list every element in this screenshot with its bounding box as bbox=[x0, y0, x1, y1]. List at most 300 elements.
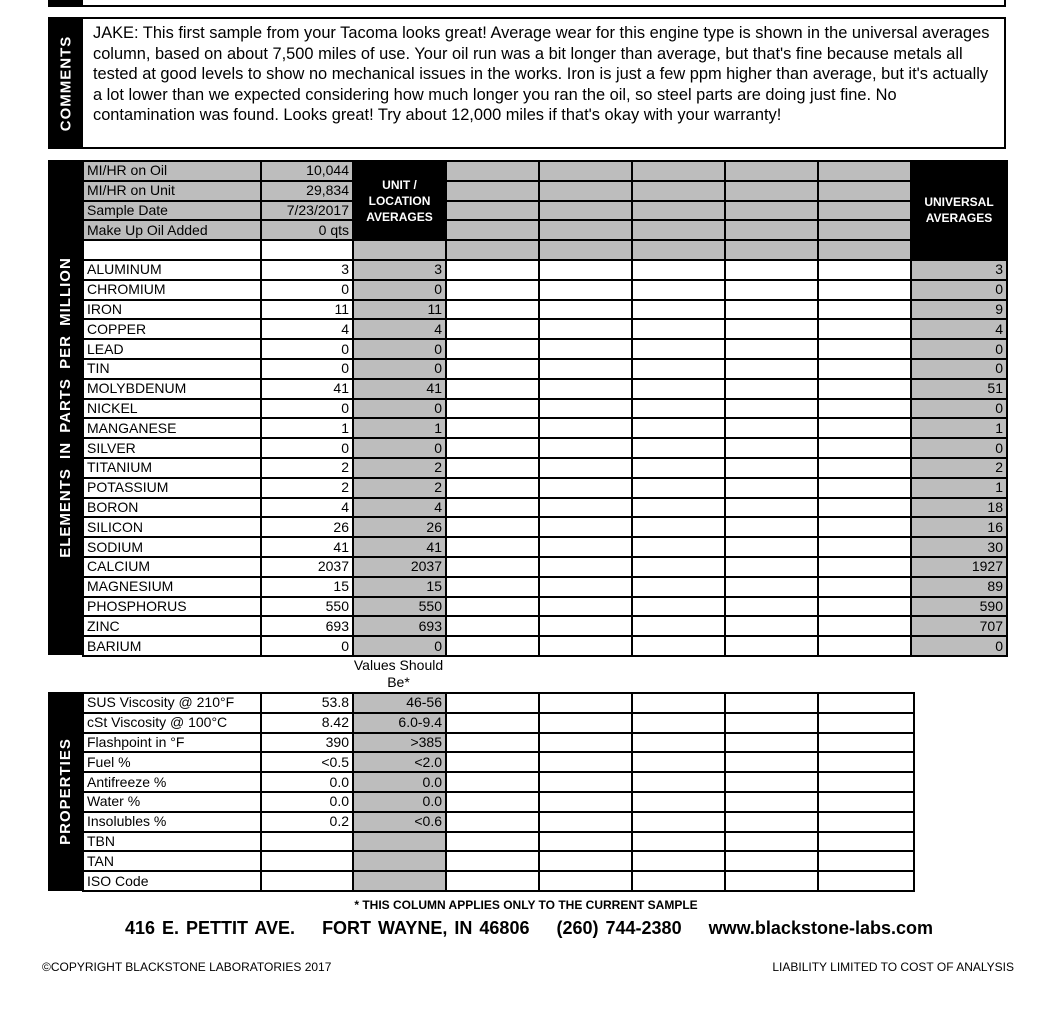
history-cell bbox=[725, 832, 818, 852]
spacer-cell bbox=[83, 240, 261, 260]
history-cell bbox=[632, 260, 725, 280]
property-row bbox=[83, 713, 914, 733]
element-value: 0 bbox=[261, 280, 353, 300]
history-cell bbox=[818, 220, 911, 240]
history-cell bbox=[632, 577, 725, 597]
property-value: 8.42 bbox=[261, 713, 353, 733]
property-value bbox=[261, 851, 353, 871]
element-value: 1 bbox=[261, 418, 353, 438]
element-value: 15 bbox=[261, 577, 353, 597]
spacer-row bbox=[83, 240, 1007, 260]
history-cell bbox=[539, 537, 632, 557]
history-cell bbox=[446, 161, 539, 181]
element-name: SILVER bbox=[83, 438, 261, 458]
history-cell bbox=[539, 339, 632, 359]
history-cell bbox=[818, 339, 911, 359]
history-cell bbox=[539, 220, 632, 240]
universal-average-value: 89 bbox=[911, 577, 1007, 597]
element-value: 4 bbox=[261, 319, 353, 339]
history-cell bbox=[632, 498, 725, 518]
element-row bbox=[83, 537, 1007, 557]
history-cell bbox=[725, 636, 818, 656]
history-cell bbox=[446, 832, 539, 852]
unit-average-value: 0 bbox=[353, 438, 446, 458]
element-value: 0 bbox=[261, 438, 353, 458]
property-row bbox=[83, 693, 914, 713]
universal-average-value: 30 bbox=[911, 537, 1007, 557]
element-row bbox=[83, 636, 1007, 656]
property-name: Fuel % bbox=[83, 752, 261, 772]
history-cell bbox=[725, 498, 818, 518]
element-row bbox=[83, 339, 1007, 359]
property-value: <0.5 bbox=[261, 752, 353, 772]
element-row bbox=[83, 359, 1007, 379]
history-cell bbox=[632, 339, 725, 359]
property-value: 0.0 bbox=[261, 792, 353, 812]
element-row bbox=[83, 616, 1007, 636]
history-cell bbox=[818, 161, 911, 181]
universal-average-value: 1 bbox=[911, 478, 1007, 498]
element-value: 0 bbox=[261, 359, 353, 379]
history-cell bbox=[446, 458, 539, 478]
universal-average-value: 707 bbox=[911, 616, 1007, 636]
property-value: 53.8 bbox=[261, 693, 353, 713]
property-name: TAN bbox=[83, 851, 261, 871]
history-cell bbox=[632, 812, 725, 832]
element-value: 0 bbox=[261, 636, 353, 656]
unit-average-value: 693 bbox=[353, 616, 446, 636]
universal-average-value: 0 bbox=[911, 280, 1007, 300]
history-cell bbox=[818, 616, 911, 636]
history-cell bbox=[818, 557, 911, 577]
history-cell bbox=[725, 280, 818, 300]
history-cell bbox=[818, 772, 914, 792]
universal-average-value: 9 bbox=[911, 300, 1007, 320]
element-name: MOLYBDENUM bbox=[83, 379, 261, 399]
property-row bbox=[83, 733, 914, 753]
history-cell bbox=[539, 792, 632, 812]
history-cell bbox=[539, 418, 632, 438]
property-row bbox=[83, 832, 914, 852]
history-cell bbox=[818, 478, 911, 498]
history-cell bbox=[632, 201, 725, 221]
city-address: FORT WAYNE, IN 46806 bbox=[322, 918, 530, 938]
history-cell bbox=[818, 300, 911, 320]
element-name: BARIUM bbox=[83, 636, 261, 656]
property-should-be: <0.6 bbox=[353, 812, 446, 832]
element-value: 26 bbox=[261, 517, 353, 537]
unit-average-value: 2 bbox=[353, 478, 446, 498]
history-cell bbox=[818, 280, 911, 300]
property-name: Flashpoint in °F bbox=[83, 733, 261, 753]
unit-average-value: 26 bbox=[353, 517, 446, 537]
history-cell bbox=[632, 399, 725, 419]
history-cell bbox=[725, 772, 818, 792]
history-cell bbox=[818, 399, 911, 419]
history-cell bbox=[632, 458, 725, 478]
property-name: SUS Viscosity @ 210°F bbox=[83, 693, 261, 713]
history-cell bbox=[818, 537, 911, 557]
history-cell bbox=[818, 379, 911, 399]
history-cell bbox=[632, 772, 725, 792]
info-row bbox=[83, 220, 1007, 240]
universal-average-value: 18 bbox=[911, 498, 1007, 518]
element-name: LEAD bbox=[83, 339, 261, 359]
values-should-be-note: Values Should Be* bbox=[353, 657, 444, 690]
history-cell bbox=[725, 300, 818, 320]
history-cell bbox=[818, 319, 911, 339]
element-value: 2037 bbox=[261, 557, 353, 577]
history-cell bbox=[446, 871, 539, 891]
history-cell bbox=[725, 201, 818, 221]
element-name: IRON bbox=[83, 300, 261, 320]
history-cell bbox=[818, 498, 911, 518]
history-cell bbox=[446, 339, 539, 359]
history-cell bbox=[632, 713, 725, 733]
universal-average-value: 2 bbox=[911, 458, 1007, 478]
element-name: TITANIUM bbox=[83, 458, 261, 478]
history-cell bbox=[725, 812, 818, 832]
property-should-be bbox=[353, 832, 446, 852]
history-cell bbox=[632, 537, 725, 557]
unit-average-value: 550 bbox=[353, 597, 446, 617]
history-cell bbox=[539, 832, 632, 852]
property-should-be: <2.0 bbox=[353, 752, 446, 772]
history-cell bbox=[632, 616, 725, 636]
history-cell bbox=[446, 478, 539, 498]
history-cell bbox=[539, 478, 632, 498]
property-row bbox=[83, 752, 914, 772]
element-name: COPPER bbox=[83, 319, 261, 339]
history-cell bbox=[725, 260, 818, 280]
history-cell bbox=[725, 752, 818, 772]
property-should-be: 46-56 bbox=[353, 693, 446, 713]
comments-text: JAKE: This first sample from your Tacoma looks great! Average wear for this engine type is shown in the universal averages column, based on about 7,500 miles of use. Your oil run was a bit longer than average, but that's fine because metals all tested at good levels to show no mechanical issues in the works. Iron is just a few ppm higher than average, but it's actually a lot lower than we expected considering how much longer you ran the oil, so steel parts are doing just fine. No contamination was found. Looks great! Try about 12,000 miles if that's okay with your warranty! bbox=[93, 24, 990, 125]
history-cell bbox=[725, 577, 818, 597]
history-cell bbox=[632, 851, 725, 871]
liability-note: LIABILITY LIMITED TO COST OF ANALYSIS bbox=[772, 960, 1014, 974]
history-cell bbox=[539, 438, 632, 458]
history-cell bbox=[539, 577, 632, 597]
phone-number: (260) 744-2380 bbox=[556, 918, 682, 938]
history-cell bbox=[725, 616, 818, 636]
history-cell bbox=[632, 792, 725, 812]
info-label: Make Up Oil Added bbox=[83, 220, 261, 240]
unit-average-value: 0 bbox=[353, 636, 446, 656]
element-name: CHROMIUM bbox=[83, 280, 261, 300]
element-value: 4 bbox=[261, 498, 353, 518]
history-cell bbox=[725, 399, 818, 419]
history-cell bbox=[446, 537, 539, 557]
history-cell bbox=[725, 851, 818, 871]
element-row bbox=[83, 319, 1007, 339]
history-cell bbox=[539, 300, 632, 320]
history-cell bbox=[446, 359, 539, 379]
history-cell bbox=[446, 812, 539, 832]
unit-average-value: 0 bbox=[353, 339, 446, 359]
element-name: ALUMINUM bbox=[83, 260, 261, 280]
history-cell bbox=[539, 871, 632, 891]
history-cell bbox=[446, 181, 539, 201]
unit-average-value: 0 bbox=[353, 359, 446, 379]
element-value: 41 bbox=[261, 379, 353, 399]
history-cell bbox=[725, 161, 818, 181]
history-cell bbox=[818, 359, 911, 379]
history-cell bbox=[818, 597, 911, 617]
history-cell bbox=[818, 693, 914, 713]
history-cell bbox=[539, 517, 632, 537]
history-cell bbox=[539, 399, 632, 419]
info-label: MI/HR on Unit bbox=[83, 181, 261, 201]
history-cell bbox=[446, 616, 539, 636]
history-cell bbox=[818, 201, 911, 221]
property-name: cSt Viscosity @ 100°C bbox=[83, 713, 261, 733]
universal-average-value: 1927 bbox=[911, 557, 1007, 577]
element-row bbox=[83, 478, 1007, 498]
info-label: Sample Date bbox=[83, 201, 261, 221]
history-cell bbox=[632, 438, 725, 458]
property-name: Water % bbox=[83, 792, 261, 812]
history-cell bbox=[446, 597, 539, 617]
property-name: ISO Code bbox=[83, 871, 261, 891]
unit-average-value: 15 bbox=[353, 577, 446, 597]
universal-average-value: 51 bbox=[911, 379, 1007, 399]
history-cell bbox=[818, 458, 911, 478]
history-cell bbox=[818, 418, 911, 438]
info-value: 29,834 bbox=[261, 181, 353, 201]
unit-average-value: 4 bbox=[353, 319, 446, 339]
element-row bbox=[83, 260, 1007, 280]
element-row bbox=[83, 597, 1007, 617]
element-value: 41 bbox=[261, 537, 353, 557]
history-cell bbox=[539, 161, 632, 181]
unit-average-value: 41 bbox=[353, 379, 446, 399]
history-cell bbox=[632, 478, 725, 498]
history-cell bbox=[446, 752, 539, 772]
unit-average-value: 1 bbox=[353, 418, 446, 438]
history-cell bbox=[446, 319, 539, 339]
unit-average-value: 0 bbox=[353, 280, 446, 300]
history-cell bbox=[539, 280, 632, 300]
history-cell bbox=[539, 733, 632, 753]
property-row bbox=[83, 792, 914, 812]
history-cell bbox=[632, 359, 725, 379]
history-cell bbox=[446, 418, 539, 438]
history-cell bbox=[539, 851, 632, 871]
property-name: TBN bbox=[83, 832, 261, 852]
history-cell bbox=[446, 636, 539, 656]
element-row bbox=[83, 438, 1007, 458]
history-cell bbox=[446, 220, 539, 240]
property-name: Insolubles % bbox=[83, 812, 261, 832]
unit-average-value: 41 bbox=[353, 537, 446, 557]
property-row bbox=[83, 772, 914, 792]
info-row bbox=[83, 201, 1007, 221]
history-cell bbox=[446, 772, 539, 792]
history-cell bbox=[632, 597, 725, 617]
history-cell bbox=[446, 399, 539, 419]
element-row bbox=[83, 280, 1007, 300]
history-cell bbox=[818, 733, 914, 753]
universal-average-value: 590 bbox=[911, 597, 1007, 617]
property-value bbox=[261, 871, 353, 891]
history-cell bbox=[725, 597, 818, 617]
history-cell bbox=[818, 871, 914, 891]
top-border bbox=[48, 0, 1006, 7]
history-cell bbox=[539, 812, 632, 832]
property-value: 0.2 bbox=[261, 812, 353, 832]
history-cell bbox=[446, 379, 539, 399]
history-cell bbox=[818, 812, 914, 832]
history-cell bbox=[446, 280, 539, 300]
history-cell bbox=[632, 161, 725, 181]
element-name: CALCIUM bbox=[83, 557, 261, 577]
history-cell bbox=[539, 201, 632, 221]
street-address: 416 E. PETTIT AVE. bbox=[124, 918, 296, 938]
history-cell bbox=[539, 557, 632, 577]
info-label: MI/HR on Oil bbox=[83, 161, 261, 181]
property-should-be: 0.0 bbox=[353, 772, 446, 792]
history-cell bbox=[539, 359, 632, 379]
history-cell bbox=[632, 300, 725, 320]
element-name: ZINC bbox=[83, 616, 261, 636]
property-value: 0.0 bbox=[261, 772, 353, 792]
history-cell bbox=[539, 319, 632, 339]
universal-average-value: 1 bbox=[911, 418, 1007, 438]
unit-average-value: 3 bbox=[353, 260, 446, 280]
history-cell bbox=[539, 181, 632, 201]
history-cell bbox=[446, 851, 539, 871]
universal-average-value: 0 bbox=[911, 399, 1007, 419]
history-cell bbox=[725, 438, 818, 458]
element-value: 3 bbox=[261, 260, 353, 280]
element-row bbox=[83, 577, 1007, 597]
element-name: TIN bbox=[83, 359, 261, 379]
info-value: 10,044 bbox=[261, 161, 353, 181]
properties-table bbox=[82, 692, 915, 892]
history-cell bbox=[725, 537, 818, 557]
spacer-cell bbox=[446, 240, 539, 260]
copyright: ©COPYRIGHT BLACKSTONE LABORATORIES 2017 bbox=[42, 960, 332, 974]
history-cell bbox=[818, 832, 914, 852]
property-should-be: 6.0-9.4 bbox=[353, 713, 446, 733]
spacer-cell bbox=[261, 240, 353, 260]
elements-label-text: ELEMENTS IN PARTS PER MILLION bbox=[57, 257, 75, 558]
spacer-cell bbox=[632, 240, 725, 260]
element-name: SILICON bbox=[83, 517, 261, 537]
comments-label-text: COMMENTS bbox=[57, 35, 74, 131]
history-cell bbox=[632, 636, 725, 656]
history-cell bbox=[446, 300, 539, 320]
property-should-be bbox=[353, 871, 446, 891]
history-cell bbox=[818, 636, 911, 656]
history-cell bbox=[539, 458, 632, 478]
element-row bbox=[83, 458, 1007, 478]
history-cell bbox=[725, 792, 818, 812]
property-name: Antifreeze % bbox=[83, 772, 261, 792]
history-cell bbox=[725, 319, 818, 339]
property-should-be: >385 bbox=[353, 733, 446, 753]
website-link[interactable]: www.blackstone-labs.com bbox=[708, 918, 933, 938]
property-row bbox=[83, 851, 914, 871]
history-cell bbox=[446, 517, 539, 537]
elements-side-label bbox=[48, 160, 83, 655]
element-value: 0 bbox=[261, 399, 353, 419]
history-cell bbox=[818, 577, 911, 597]
history-cell bbox=[632, 181, 725, 201]
history-cell bbox=[725, 379, 818, 399]
comments-side-label bbox=[48, 17, 83, 149]
history-cell bbox=[632, 280, 725, 300]
history-cell bbox=[446, 260, 539, 280]
element-row bbox=[83, 399, 1007, 419]
properties-label-text: PROPERTIES bbox=[57, 738, 74, 845]
element-row bbox=[83, 517, 1007, 537]
history-cell bbox=[446, 577, 539, 597]
history-cell bbox=[632, 418, 725, 438]
history-cell bbox=[725, 478, 818, 498]
history-cell bbox=[725, 693, 818, 713]
unit-average-value: 2037 bbox=[353, 557, 446, 577]
spacer-cell bbox=[818, 240, 911, 260]
element-name: BORON bbox=[83, 498, 261, 518]
property-should-be bbox=[353, 851, 446, 871]
info-value: 7/23/2017 bbox=[261, 201, 353, 221]
property-value bbox=[261, 832, 353, 852]
history-cell bbox=[725, 458, 818, 478]
element-row bbox=[83, 300, 1007, 320]
element-row bbox=[83, 418, 1007, 438]
universal-average-value: 4 bbox=[911, 319, 1007, 339]
element-name: PHOSPHORUS bbox=[83, 597, 261, 617]
history-cell bbox=[632, 871, 725, 891]
history-cell bbox=[539, 636, 632, 656]
element-name: MAGNESIUM bbox=[83, 577, 261, 597]
history-cell bbox=[446, 713, 539, 733]
element-name: SODIUM bbox=[83, 537, 261, 557]
universal-average-value: 0 bbox=[911, 636, 1007, 656]
element-row bbox=[83, 498, 1007, 518]
element-row bbox=[83, 379, 1007, 399]
history-cell bbox=[725, 181, 818, 201]
history-cell bbox=[446, 792, 539, 812]
history-cell bbox=[632, 733, 725, 753]
history-cell bbox=[632, 832, 725, 852]
history-cell bbox=[725, 220, 818, 240]
history-cell bbox=[725, 871, 818, 891]
history-cell bbox=[725, 517, 818, 537]
universal-average-value: 0 bbox=[911, 339, 1007, 359]
spacer-cell bbox=[539, 240, 632, 260]
unit-average-value: 11 bbox=[353, 300, 446, 320]
element-value: 11 bbox=[261, 300, 353, 320]
column-note: * THIS COLUMN APPLIES ONLY TO THE CURRENT SAMPLE bbox=[354, 898, 698, 912]
history-cell bbox=[818, 438, 911, 458]
history-cell bbox=[632, 517, 725, 537]
property-should-be: 0.0 bbox=[353, 792, 446, 812]
history-cell bbox=[725, 713, 818, 733]
history-cell bbox=[446, 693, 539, 713]
element-name: POTASSIUM bbox=[83, 478, 261, 498]
info-row bbox=[83, 161, 1007, 181]
address-line bbox=[0, 918, 1052, 939]
history-cell bbox=[446, 498, 539, 518]
history-cell bbox=[539, 713, 632, 733]
history-cell bbox=[818, 792, 914, 812]
unit-averages-header: UNIT / LOCATION AVERAGES bbox=[353, 161, 446, 240]
element-value: 2 bbox=[261, 458, 353, 478]
universal-average-value: 0 bbox=[911, 359, 1007, 379]
